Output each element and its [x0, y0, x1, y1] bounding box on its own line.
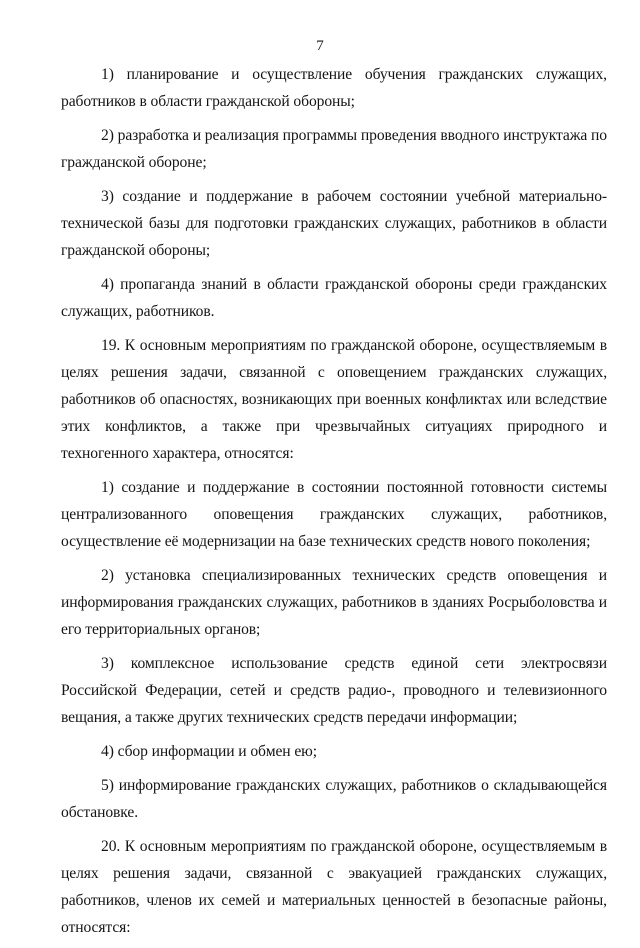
paragraph-1-4-knowledge-promotion: 4) пропаганда знаний в области гражданской обороны среди гражданских служащих, работников.: [61, 276, 607, 320]
paragraph-19-5-situation-informing: 5) информирование гражданских служащих, работников о складывающейся обстановке.: [61, 777, 607, 821]
paragraph-19-2-technical-means: 2) установка специализированных технических средств оповещения и информирования гражданских служащих, работников в зданиях Росрыболовства и его территориальных органов;: [61, 567, 607, 638]
paragraph-19-notification-measures: 19. К основным мероприятиям по гражданской обороне, осуществляемым в целях решения задачи, связанной с оповещением гражданских служащих, работников об опасностях, возникающих при военных конфликтах или вследствие этих конфликтов, а также при чрезвычайных ситуациях природного и техногенного характера, относятся:: [61, 337, 607, 462]
paragraph-19-3-telecom-network: 3) комплексное использование средств единой сети электросвязи Российской Федерации, сетей и средств радио-, проводного и телевизионного вещания, а также других технических средств передачи информации;: [61, 655, 607, 726]
paragraph-1-3-training-base: 3) создание и поддержание в рабочем состоянии учебной материально-технической базы для подготовки гражданских служащих, работников в области гражданской обороны;: [61, 188, 607, 259]
paragraph-1-2-induction-program: 2) разработка и реализация программы проведения вводного инструктажа по гражданской обороне;: [61, 127, 607, 171]
paragraph-20-evacuation-measures: 20. К основным мероприятиям по гражданской обороне, осуществляемым в целях решения задачи, связанной с эвакуацией гражданских служащих, работников, членов их семей и материальных ценностей в безопасные районы, относятся:: [61, 838, 607, 936]
page-number: 7: [316, 38, 324, 54]
paragraph-19-4-information-exchange: 4) сбор информации и обмен ею;: [101, 743, 317, 760]
paragraph-1-1-planning-training: 1) планирование и осуществление обучения гражданских служащих, работников в области гражданской обороны;: [61, 66, 607, 110]
document-body: [61, 61, 607, 948]
paragraph-19-1-notification-system: 1) создание и поддержание в состоянии постоянной готовности системы централизованного оповещения гражданских служащих, работников, осуществление её модернизации на базе технических средств нового поколения;: [61, 479, 607, 550]
